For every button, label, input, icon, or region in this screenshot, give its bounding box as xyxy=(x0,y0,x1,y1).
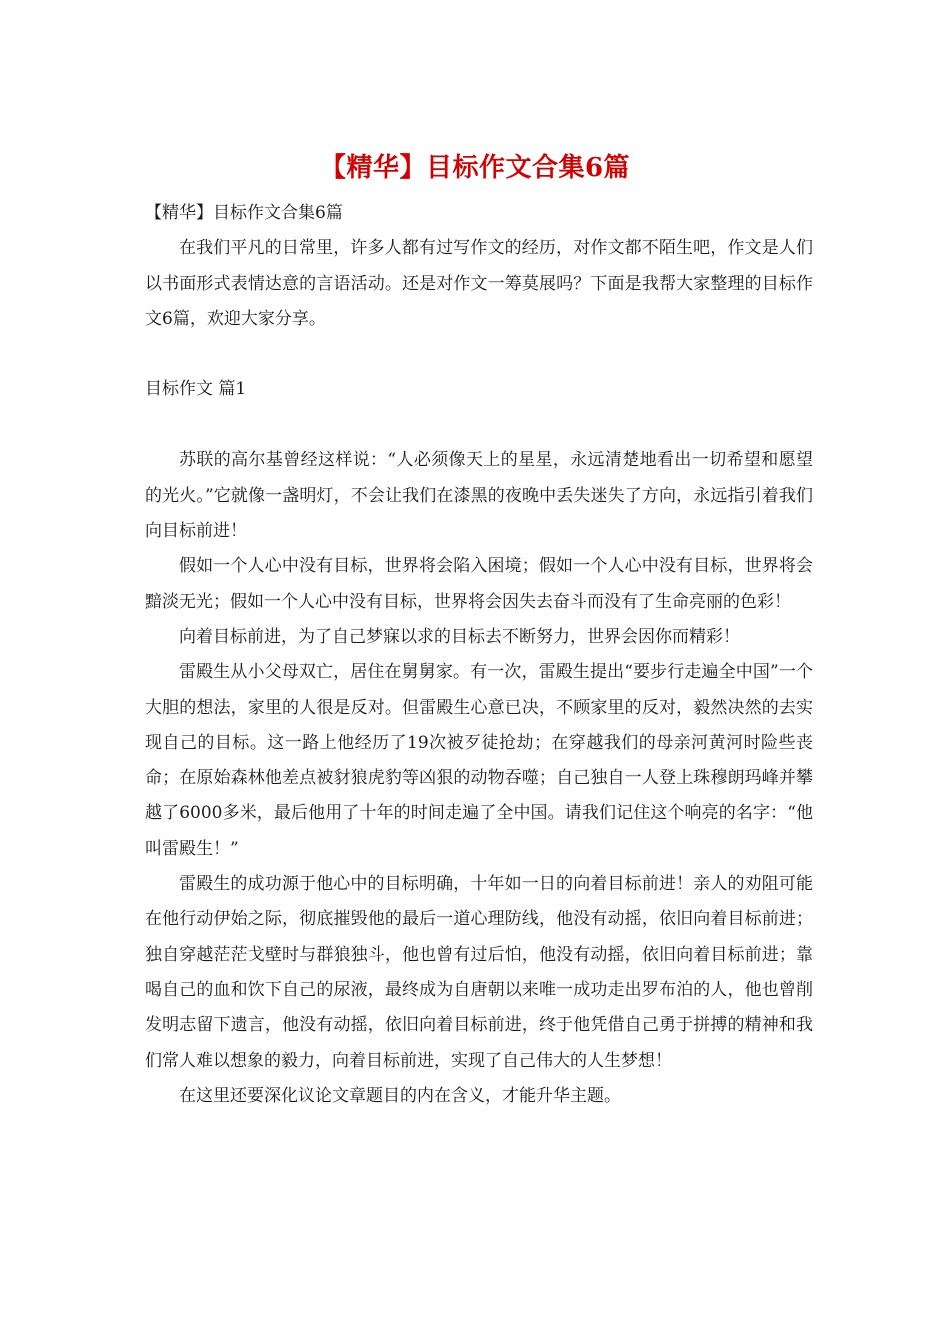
body-paragraph-5: 雷殿生的成功源于他心中的目标明确，十年如一日的向着目标前进！亲人的劝阻可能在他行动伊始之际，彻底摧毁他的最后一道心理防线，他没有动摇，依旧向着目标前进；独自穿越茫茫戈壁时与群狼独斗，他也曾有过后怕，他没有动摇，依旧向着目标前进；靠喝自己的血和饮下自己的尿液，最终成为自唐朝以来唯一成功走出罗布泊的人，他也曾削发明志留下遗言，他没有动摇，依旧向着目标前进，终于他凭借自己勇于拼搏的精神和我们常人难以想象的毅力，向着目标前进，实现了自己伟大的人生梦想！ xyxy=(145,874,813,1071)
spacer xyxy=(145,407,813,443)
body-paragraph-3: 向着目标前进，为了自己梦寐以求的目标去不断努力，世界会因你而精彩！ xyxy=(179,626,740,647)
body-paragraph-1: 苏联的高尔基曾经这样说：“人必须像天上的星星，永远清楚地看出一切希望和愿望的光火。”它就像一盏明灯，不会让我们在漆黑的夜晚中丢失迷失了方向，永远指引着我们向目标前进！ xyxy=(145,450,813,542)
spacer xyxy=(145,337,813,372)
body-paragraph-4: 雷殿生从小父母双亡，居住在舅舅家。有一次，雷殿生提出“要步行走遍全中国”一个大胆的想法，家里的人很是反对。但雷殿生心意已决，不顾家里的反对，毅然决然的去实现自己的目标。这一路上他经历了19次被歹徒抢劫；在穿越我们的母亲河黄河时险些丧命；在原始森林他差点被豺狼虎豹等凶狠的动物吞噬；自己独自一人登上珠穆朗玛峰并攀越了6000多米，最后他用了十年的时间走遍了全中国。请我们记住这个响亮的名字：“他叫雷殿生！” xyxy=(145,662,813,859)
intro-paragraph: 在我们平凡的日常里，许多人都有过写作文的经历，对作文都不陌生吧，作文是人们以书面形式表情达意的言语活动。还是对作文一筹莫展吗？下面是我帮大家整理的目标作文6篇，欢迎大家分享。 xyxy=(145,238,813,329)
document-title: 【精华】目标作文合集6篇 xyxy=(319,153,631,183)
section-heading: 目标作文 篇1 xyxy=(145,379,247,400)
body-paragraph-6: 在这里还要深化议论文章题目的内在含义，才能升华主题。 xyxy=(179,1085,621,1106)
body-paragraph-2: 假如一个人心中没有目标，世界将会陷入困境；假如一个人心中没有目标，世界将会黯淡无光；假如一个人心中没有目标，世界将会因失去奋斗而没有了生命亮丽的色彩！ xyxy=(145,556,813,612)
document-subtitle: 【精华】目标作文合集6篇 xyxy=(145,203,343,223)
document-body xyxy=(145,196,813,1114)
